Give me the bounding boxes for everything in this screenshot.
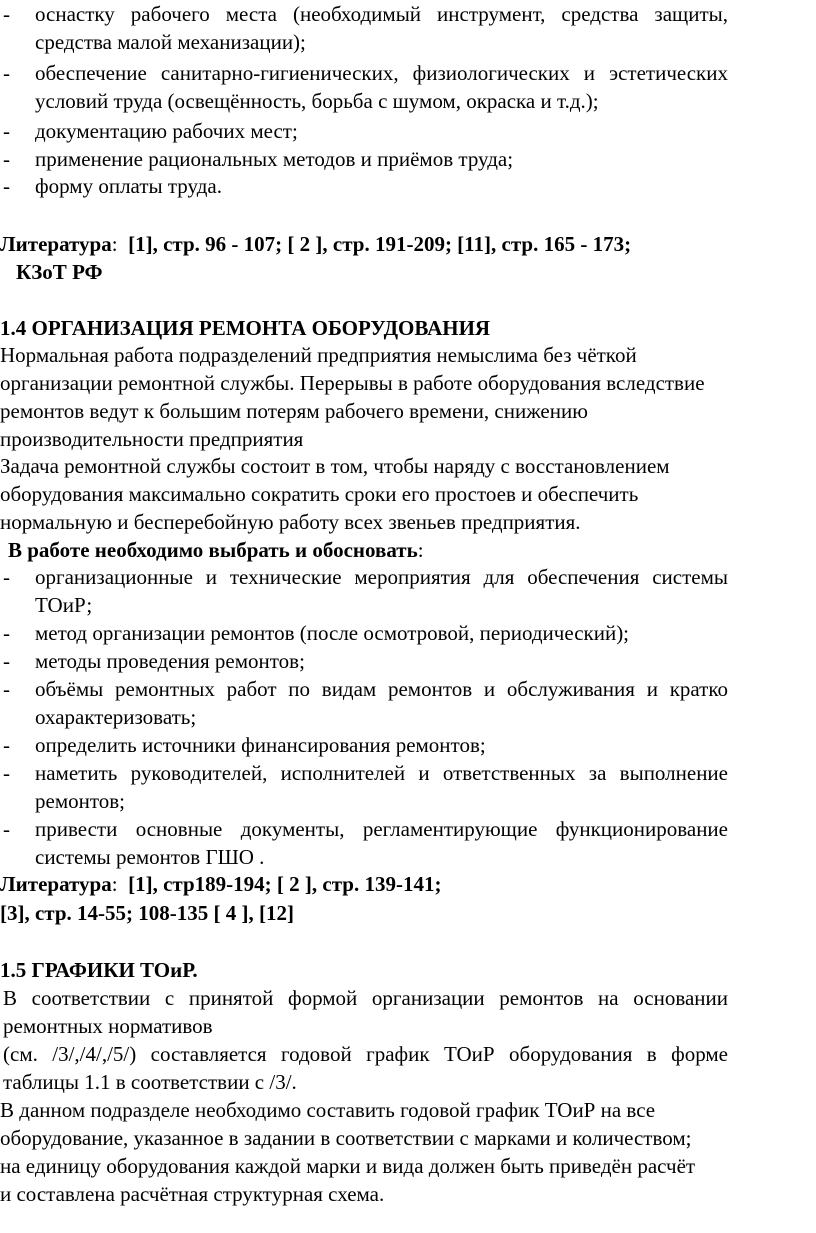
task-label: В работе необходимо выбрать и обосновать — [8, 538, 418, 562]
section-heading: 1.4 ОРГАНИЗАЦИЯ РЕМОНТА ОБОРУДОВАНИЯ — [0, 316, 491, 340]
list-dash: - — [3, 565, 10, 589]
list-dash: - — [3, 817, 10, 841]
list-item — [0, 0, 728, 56]
paragraph-line: ремонтов ведут к большим потерям рабочего времени, снижению — [0, 399, 588, 423]
list-item-text: применение рациональных методов и приёмов труда; — [35, 147, 514, 171]
list-dash: - — [3, 649, 10, 673]
list-item — [0, 815, 728, 871]
list-item — [0, 117, 728, 145]
list-item — [0, 759, 728, 815]
list-item-text-cont: средства малой механизации); — [35, 30, 306, 54]
literature-refs: [1], стр. 96 - 107; [ 2 ], стр. 191-209; [11], стр. 165 - 173; — [128, 232, 632, 256]
list-item-text: методы проведения ремонтов; — [35, 649, 305, 673]
paragraph-line: и составлена расчётная структурная схема. — [0, 1182, 385, 1206]
list-item — [0, 59, 728, 115]
list-dash: - — [3, 733, 10, 757]
list-item-text: определить источники финансирования ремонтов; — [35, 733, 486, 757]
list-dash: - — [3, 174, 10, 198]
list-dash: - — [3, 147, 10, 171]
paragraph-line: организации ремонтной службы. Перерывы в работе оборудования вследствие — [0, 371, 705, 395]
literature-refs-cont: КЗоТ РФ — [16, 260, 103, 284]
paragraph-line: на единицу оборудования каждой марки и вида должен быть приведён расчёт — [0, 1154, 696, 1178]
literature-refs-cont: [3], стр. 14-55; 108-135 [ 4 ], [12] — [0, 901, 295, 925]
paragraph — [3, 1040, 728, 1096]
literature-label: Литература — [0, 232, 112, 256]
list-item-text: наметить руководителей, исполнителей и ответственных за выполнение — [35, 761, 728, 785]
list-item-text: привести основные документы, регламентирующие функционирование — [35, 817, 728, 841]
paragraph-line: Задача ремонтной службы состоит в том, чтобы наряду с восстановлением — [0, 454, 670, 478]
list-item-text: оснастку рабочего места (необходимый инструмент, средства защиты, — [35, 2, 728, 26]
list-dash: - — [3, 677, 10, 701]
task-line — [8, 536, 424, 564]
paragraph-line: (см. /3/,/4/,/5/) составляется годовой график ТОиР оборудования в форме — [3, 1042, 728, 1066]
list-item-text: документацию рабочих мест; — [35, 119, 298, 143]
paragraph — [3, 984, 728, 1040]
paragraph-line: оборудования максимально сократить сроки его простоев и обеспечить — [0, 482, 639, 506]
list-item — [0, 172, 728, 200]
literature-label: Литература — [0, 872, 112, 896]
section-heading: 1.5 ГРАФИКИ ТОиР. — [0, 958, 198, 982]
literature-line — [0, 230, 631, 258]
literature-refs: [1], стр189-194; [ 2 ], стр. 139-141; — [128, 872, 442, 896]
list-dash: - — [3, 2, 10, 26]
paragraph-line: оборудование, указанное в задании в соответствии с марками и количеством; — [0, 1126, 692, 1150]
list-item-text: форму оплаты труда. — [35, 174, 222, 198]
list-dash: - — [3, 61, 10, 85]
list-item — [0, 619, 728, 647]
list-item — [0, 145, 728, 173]
task-colon: : — [417, 538, 424, 562]
paragraph-line: Нормальная работа подразделений предприятия немыслима без чёткой — [0, 343, 637, 367]
paragraph-line: таблицы 1.1 в соответствии с /3/. — [3, 1070, 297, 1094]
list-item-text-cont: ТОиР; — [35, 593, 93, 617]
list-item — [0, 563, 728, 619]
list-dash: - — [3, 119, 10, 143]
list-item-text-cont: условий труда (освещённость, борьба с шумом, окраска и т.д.); — [35, 89, 599, 113]
list-item — [0, 731, 728, 759]
list-item-text: метод организации ремонтов (после осмотровой, периодический); — [35, 621, 630, 645]
list-item-text-cont: системы ремонтов ГШО . — [35, 845, 265, 869]
list-item-text: обеспечение санитарно-гигиенических, физиологических и эстетических — [35, 61, 728, 85]
paragraph-line: В данном подразделе необходимо составить годовой график ТОиР на все — [0, 1098, 656, 1122]
paragraph-line: ремонтных нормативов — [3, 1014, 213, 1038]
literature-line — [0, 870, 441, 898]
paragraph-line: производительности предприятия — [0, 427, 304, 451]
list-dash: - — [3, 761, 10, 785]
list-item-text-cont: охарактеризовать; — [35, 705, 197, 729]
list-item-text-cont: ремонтов; — [35, 789, 125, 813]
list-item-text: организационные и технические мероприятия для обеспечения системы — [35, 565, 728, 589]
paragraph-line: нормальную и бесперебойную работу всех звеньев предприятия. — [0, 510, 581, 534]
list-item — [0, 675, 728, 731]
paragraph-line: В соответствии с принятой формой организации ремонтов на основании — [3, 986, 728, 1010]
list-dash: - — [3, 621, 10, 645]
literature-colon: : — [111, 872, 118, 896]
literature-colon: : — [111, 232, 118, 256]
list-item — [0, 647, 728, 675]
list-item-text: объёмы ремонтных работ по видам ремонтов и обслуживания и кратко — [35, 677, 728, 701]
